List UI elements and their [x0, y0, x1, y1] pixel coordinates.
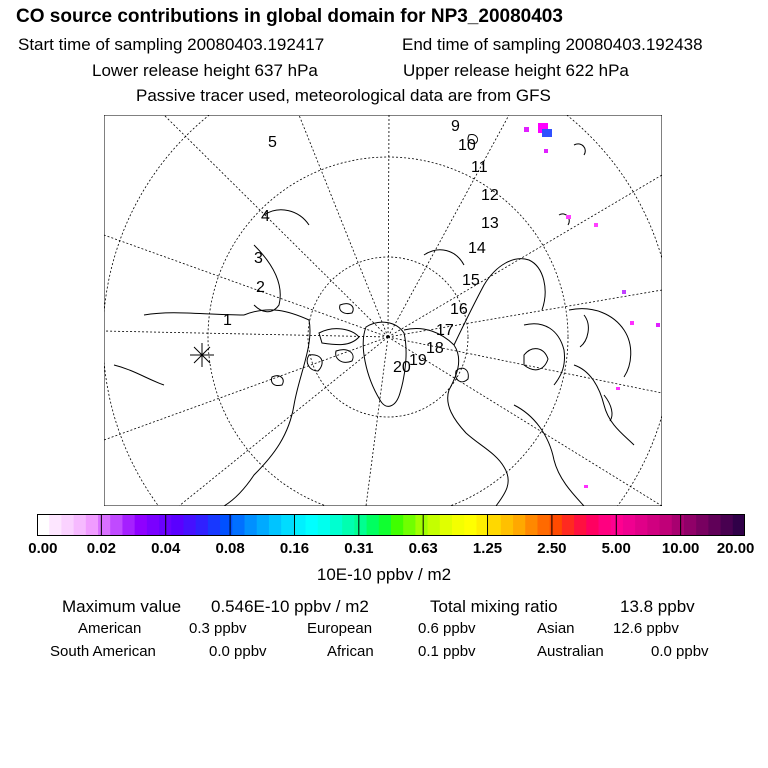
track-label-11: 11 — [471, 159, 488, 176]
start-time: Start time of sampling 20080403.192417 — [18, 35, 325, 54]
region-european-name: European — [307, 620, 373, 637]
colorbar-swatch — [440, 514, 453, 536]
colorbar-unit: 10E-10 ppbv / m2 — [316, 565, 452, 584]
region-american-name: American — [78, 620, 142, 637]
colorbar-swatch — [525, 514, 538, 536]
colorbar-tick-label: 5.00 — [601, 540, 631, 557]
colorbar-tick-label: 0.63 — [408, 540, 438, 557]
colorbar-swatch — [452, 514, 465, 536]
colorbar-swatch — [257, 514, 270, 536]
track-label-10: 10 — [458, 137, 476, 154]
colorbar-swatch — [428, 514, 441, 536]
colorbar-swatch — [342, 514, 355, 536]
colorbar — [37, 514, 745, 536]
colorbar-tick-label: 20.00 — [716, 540, 755, 557]
colorbar-tick-label: 0.00 — [28, 540, 58, 557]
colorbar-swatch — [98, 514, 111, 536]
colorbar-swatch — [379, 514, 392, 536]
colorbar-tick-label: 1.25 — [472, 540, 503, 557]
track-label-16: 16 — [450, 301, 468, 318]
track-label-14: 14 — [468, 240, 486, 257]
colorbar-tick-label: 2.50 — [537, 540, 567, 557]
colorbar-tick-label: 0.04 — [151, 540, 181, 557]
track-label-3: 3 — [254, 250, 263, 267]
region-asian-name: Asian — [537, 620, 575, 637]
total-mixing-value: 13.8 ppbv — [620, 597, 695, 616]
track-label-19: 19 — [409, 352, 427, 369]
colorbar-swatch — [330, 514, 343, 536]
colorbar-swatch — [684, 514, 697, 536]
colorbar-swatch — [281, 514, 294, 536]
colorbar-svg — [37, 514, 745, 536]
colorbar-swatch — [611, 514, 624, 536]
colorbar-tick-label: 10.00 — [661, 540, 700, 557]
region-asian-value: 12.6 ppbv — [613, 620, 679, 637]
colorbar-swatch — [318, 514, 331, 536]
colorbar-swatch — [37, 514, 50, 536]
track-label-9: 9 — [451, 118, 460, 135]
colorbar-swatch — [86, 514, 99, 536]
colorbar-swatch — [537, 514, 550, 536]
colorbar-swatch — [513, 514, 526, 536]
colorbar-swatch — [599, 514, 612, 536]
track-label-12: 12 — [481, 187, 499, 204]
colorbar-swatch — [562, 514, 575, 536]
end-time: End time of sampling 20080403.192438 — [402, 35, 703, 54]
colorbar-swatch — [110, 514, 123, 536]
colorbar-swatch — [415, 514, 428, 536]
colorbar-swatch — [171, 514, 184, 536]
region-south-american-value: 0.0 ppbv — [209, 643, 267, 660]
track-label-18: 18 — [426, 340, 444, 357]
colorbar-swatch — [403, 514, 416, 536]
colorbar-swatch — [647, 514, 660, 536]
colorbar-swatch — [660, 514, 673, 536]
colorbar-swatch — [135, 514, 148, 536]
plot-title: CO source contributions in global domain for NP3_20080403 — [16, 6, 563, 27]
colorbar-tick-label: 0.31 — [344, 540, 374, 557]
colorbar-swatch — [574, 514, 587, 536]
colorbar-swatch — [354, 514, 367, 536]
colorbar-swatch — [208, 514, 221, 536]
region-african-name: African — [327, 643, 374, 660]
track-label-15: 15 — [462, 272, 480, 289]
colorbar-swatch — [623, 514, 636, 536]
colorbar-swatch — [464, 514, 477, 536]
total-mixing-label: Total mixing ratio — [430, 597, 558, 616]
lower-release-height: Lower release height 637 hPa — [92, 61, 318, 80]
colorbar-swatch — [220, 514, 233, 536]
polar-map — [104, 115, 662, 506]
track-label-20: 20 — [393, 359, 411, 376]
region-south-american-name: South American — [50, 643, 156, 660]
colorbar-swatch — [696, 514, 709, 536]
track-label-5: 5 — [268, 134, 277, 151]
region-european-value: 0.6 ppbv — [418, 620, 476, 637]
colorbar-tick-label: 0.16 — [279, 540, 310, 557]
colorbar-swatch — [245, 514, 258, 536]
region-australian-name: Australian — [537, 643, 604, 660]
colorbar-tick-label: 0.02 — [86, 540, 116, 557]
track-label-17: 17 — [436, 322, 454, 339]
region-australian-value: 0.0 ppbv — [651, 643, 709, 660]
max-value-label: Maximum value — [62, 597, 182, 616]
colorbar-swatch — [489, 514, 502, 536]
track-label-4: 4 — [261, 208, 270, 225]
colorbar-tick-label: 0.08 — [215, 540, 245, 557]
colorbar-swatch — [501, 514, 514, 536]
colorbar-swatch — [635, 514, 648, 536]
max-value: 0.546E-10 ppbv / m2 — [211, 597, 369, 616]
colorbar-swatch — [183, 514, 196, 536]
colorbar-swatch — [74, 514, 87, 536]
colorbar-swatch — [733, 514, 745, 536]
colorbar-swatch — [293, 514, 306, 536]
colorbar-swatch — [306, 514, 319, 536]
colorbar-swatch — [147, 514, 160, 536]
colorbar-swatch — [269, 514, 282, 536]
colorbar-swatch — [708, 514, 721, 536]
colorbar-swatch — [391, 514, 404, 536]
tracer-note: Passive tracer used, meteorological data are from GFS — [136, 86, 551, 105]
region-african-value: 0.1 ppbv — [418, 643, 476, 660]
track-label-1: 1 — [223, 312, 232, 329]
upper-release-height: Upper release height 622 hPa — [403, 61, 629, 80]
colorbar-swatch — [61, 514, 74, 536]
colorbar-swatch — [122, 514, 135, 536]
colorbar-swatch — [232, 514, 245, 536]
colorbar-swatch — [196, 514, 209, 536]
colorbar-swatch — [367, 514, 380, 536]
colorbar-swatch — [49, 514, 62, 536]
colorbar-swatch — [586, 514, 599, 536]
track-label-13: 13 — [481, 215, 499, 232]
region-american-value: 0.3 ppbv — [189, 620, 247, 637]
colorbar-swatch — [672, 514, 685, 536]
track-label-2: 2 — [256, 279, 265, 296]
colorbar-swatch — [721, 514, 734, 536]
map-frame — [104, 115, 662, 506]
